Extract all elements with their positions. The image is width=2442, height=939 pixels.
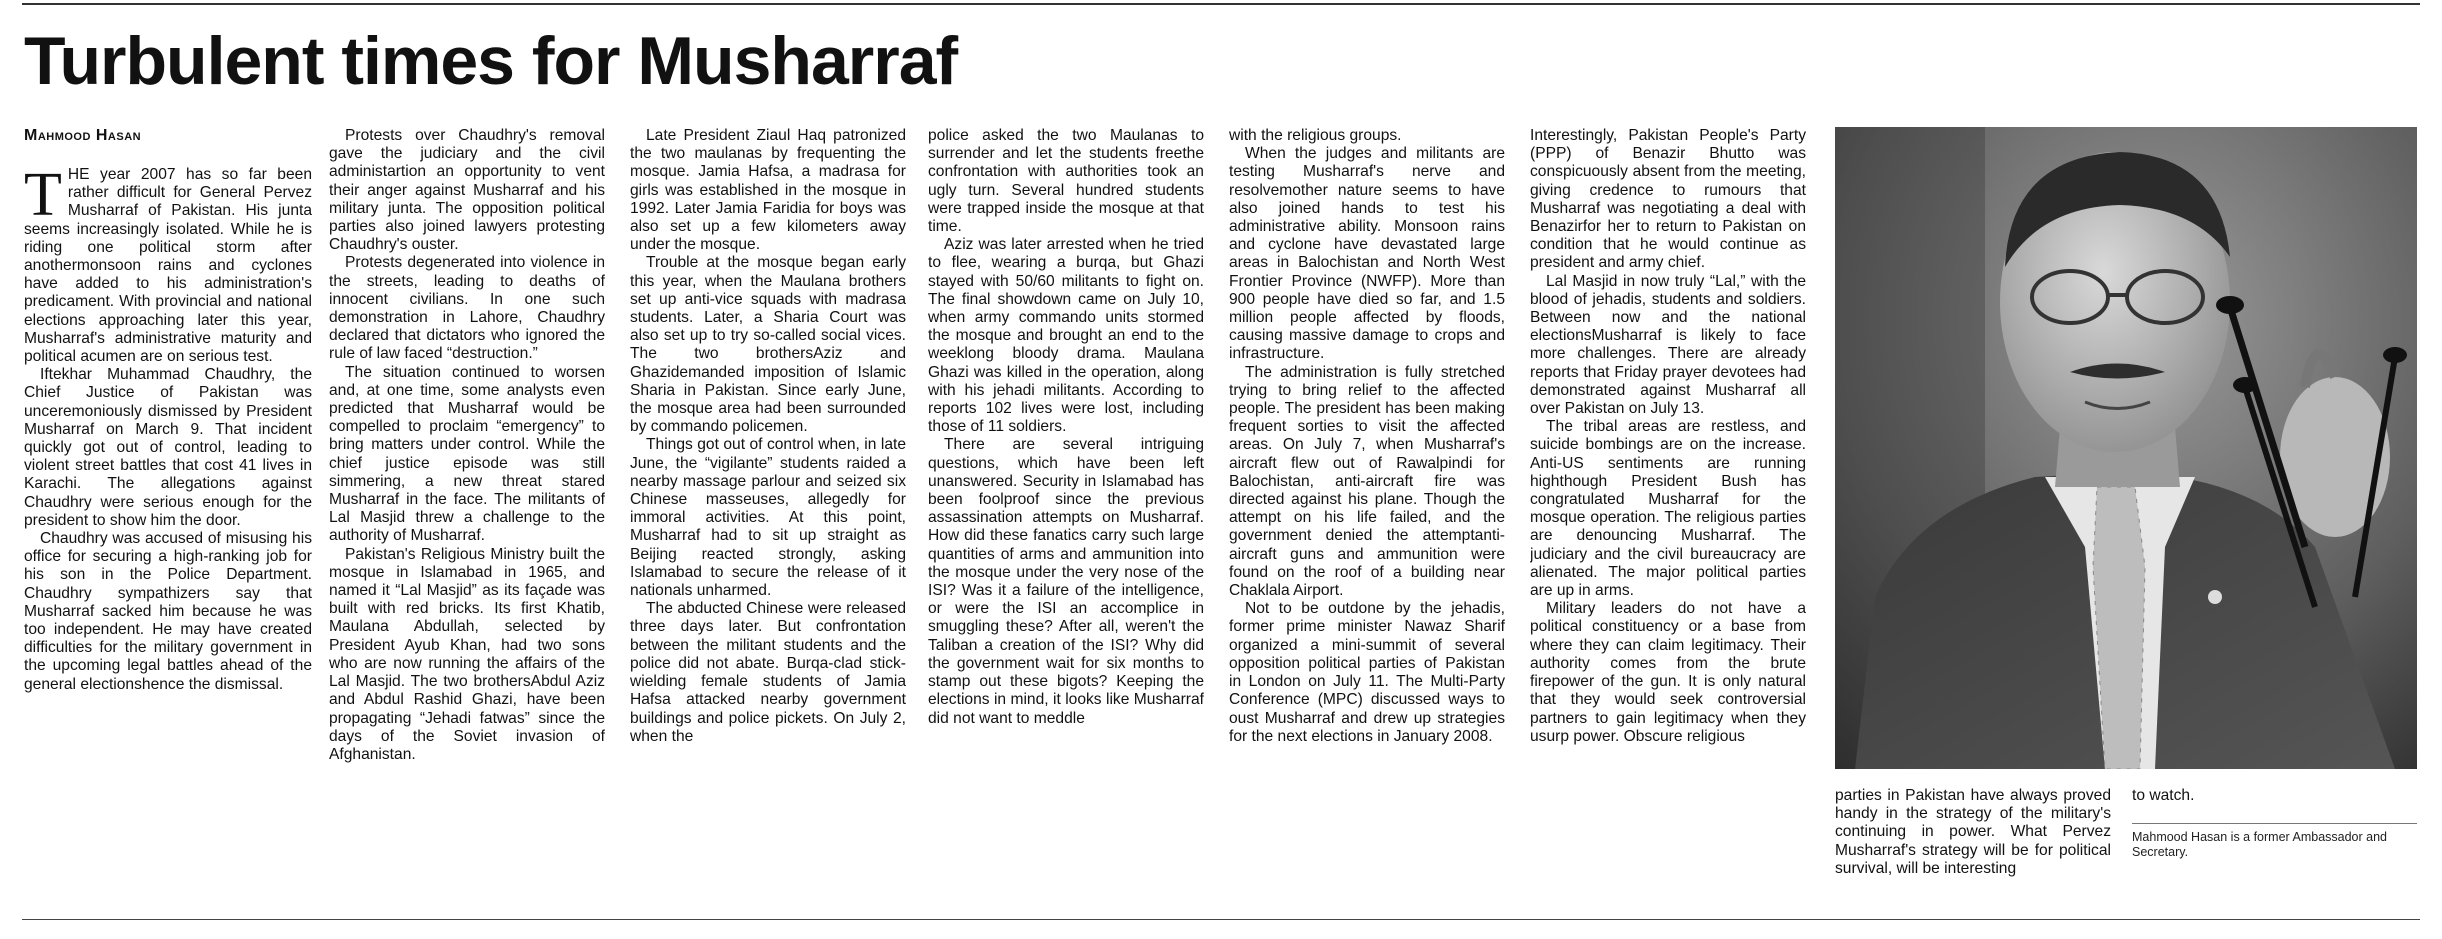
paragraph: Interestingly, Pakistan People's Party (PPP) of Benazir Bhutto was conspicuously absent from the meeting, giving credence to rumours that Musharraf was negotiating a deal with Benazirfor her to return to Pakistan on condition that he would continue as president and army chief. [1530,127,1806,272]
headline: Turbulent times for Musharraf [24,23,958,99]
paragraph: The administration is fully stretched trying to bring relief to the affected people. The president has been making frequent sorties to visit the affected areas. On July 7, when Musharraf's aircraft flew out of Rawalpindi for Balochistan, anti-aircraft fire was directed against his plane. Though the attempt on his life failed, and the government denied the attemptanti-aircraft guns and ammunition were found on the roof of a building near Chaklala Airport. [1229,363,1505,600]
paragraph: The abducted Chinese were released three days later. But confrontation between the militant students and the police did not abate. Burqa-clad stick-wielding female students of Jamia Hafsa attacked nearby government buildings and police pickets. On July 2, when the [630,600,906,745]
paragraph: Chaudhry was accused of misusing his office for securing a high-ranking job for his son in the Police Department. Chaudhry sympathizers say that Musharraf sacked him because he was too independent. He may have created difficulties for the military government in the upcoming legal battles ahead of the general electionshence the dismissal. [24,530,312,693]
article-column-1 [24,166,312,911]
paragraph: Trouble at the mosque began early this year, when the Maulana brothers set up anti-vice squads with madrasa students. Later, a Sharia Court was also set up to try so-called social vices. The two brothersAziz and Ghazidemanded imposition of Islamic Sharia in Pakistan. Since early June, the mosque area had been surrounded by commando policemen. [630,254,906,436]
paragraph: The tribal areas are restless, and suicide bombings are on the increase. Anti-US sentiments are running highthough President Bush has congratulated Musharraf for the mosque operation. The religious parties are denouncing Musharraf. The judiciary and the civil bureaucracy are alienated. The major political parties are up in arms. [1530,418,1806,600]
article-column-4 [928,127,1204,913]
paragraph: Protests degenerated into violence in the streets, leading to deaths of innocent civilians. In one such demonstration in Lahore, Chaudhry declared that dictators who ignored the rule of law faced “destruction.” [329,254,605,363]
closing-text: to watch. [2132,787,2195,804]
paragraph: with the religious groups. [1229,127,1402,144]
paragraph: Lal Masjid in now truly “Lal,” with the blood of jehadis, students and soldiers. Between now and the national electionsMusharraf is likely to face more challenges. There are already reports that Friday prayer devotees had demonstrated against Musharraf all over Pakistan on July 13. [1530,272,1806,418]
paragraph: Military leaders do not have a political constituency or a base from where they can claim legitimacy. Their authority comes from the brute firepower of the gun. It is only natural that they would seek controversial partners to gain legitimacy when they usurp power. Obscure religious [1530,600,1806,745]
paragraph: Aziz was later arrested when he tried to flee, wearing a burqa, but Ghazi stayed with 50/60 militants to fight on. The final showdown came on July 10, when army commando units stormed the mosque and brought an end to the weeklong bloody drama. Maulana Ghazi was killed in the operation, along with his jehadi militants. According to reports 102 lives were lost, including those of 11 soldiers. [928,236,1204,436]
article-column-6 [1530,127,1806,913]
paragraph: Late President Ziaul Haq patronized the two maulanas by frequenting the mosque. Jamia Hafsa, a madrasa for girls was established in the mosque in 1992. Later Jamia Faridia for boys was also set up a few kilometers away under the mosque. [630,127,906,254]
paragraph: parties in Pakistan have always proved handy in the strategy of the military's continuing in power. What Pervez Musharraf's strategy will be for political survival, will be interesting [1835,787,2111,877]
paragraph: There are several intriguing questions, which have been left unanswered. Security in Islamabad has been foolproof since the previous assassination attempts on Musharraf. How did these fanatics carry such large quantities of arms and ammunition into the mosque under the very nose of the ISI? Was it a failure of the intelligence, or were the ISI an accomplice in smuggling these? After all, weren't the Taliban a creation of the ISI? Why did the government wait for six months to stamp out these bigots? Keeping the elections in mind, it looks like Musharraf did not want to meddle [928,436,1204,727]
paragraph: Not to be outdone by the jehadis, former prime minister Nawaz Sharif organized a mini-summit of several opposition political parties of Pakistan in London on July 11. The Multi-Party Conference (MPC) discussed ways to oust Musharraf and drew up strategies for the next elections in January 2008. [1229,600,1505,745]
article-column-3 [630,127,906,913]
paragraph: The situation continued to worsen and, at one time, some analysts even predicted that Musharraf would be compelled to proclaim “emergency” to bring matters under control. While the chief justice episode was still simmering, a new threat stared Musharraf in the face. The militants of Lal Masjid threw a challenge to the authority of Musharraf. [329,363,605,545]
bio-divider [2132,823,2417,824]
drop-cap: T [24,166,62,229]
paragraph: Protests over Chaudhry's removal gave the judiciary and the civil administartion an opportunity to vent their anger against Musharraf and his military junta. The opposition political parties also joined lawyers protesting Chaudhry's ouster. [329,127,605,254]
paragraph: Pakistan's Religious Ministry built the mosque in Islamabad in 1965, and named it “Lal Masjid” as its façade was built with red bricks. Its first Khatib, Maulana Abdullah, selected by President Ayub Khan, had two sons who are now running the affairs of the Lal Masjid. The two brothersAbdul Aziz and Abdul Rashid Ghazi, have been propagating “Jehadi fatwas” since the days of the Soviet invasion of Afghanistan. [329,545,605,763]
top-rule [22,3,2420,5]
portrait-illustration [1835,127,2417,769]
portrait-photo [1835,127,2417,769]
article-column-7 [1835,787,2111,911]
paragraph: police asked the two Maulanas to surrender and let the students freethe confrontation with authorities took an ugly turn. Several hundred students were trapped inside the mosque at that time. [928,127,1204,236]
paragraph-text: HE year 2007 has so far been rather difficult for General Pervez Musharraf of Pakistan. His junta seems increasingly isolated. While he is riding one political storm after anothermonsoon rains and cyclones have added to his administration's predicament. With provincial and national elections approaching later this year, Musharraf's administrative maturity and political acumen are on serious test. [24,166,312,366]
article-column-5 [1229,127,1505,913]
article-column-2 [329,127,605,913]
paragraph [24,166,312,366]
byline: Mahmood Hasan [24,127,142,144]
paragraph: When the judges and militants are testing Musharraf's nerve and resolvemother nature seems to have also joined hands to test his administrative ability. Monsoon rains and cyclone have devastated large areas in Balochistan and North West Frontier Province (NWFP). More than 900 people have died so far, and 1.5 million people affected by floods, causing massive damage to crops and infrastructure. [1229,145,1505,363]
author-bio: Mahmood Hasan is a former Ambassador and Secretary. [2132,830,2387,859]
paragraph: Things got out of control when, in late June, the “vigilante” students raided a nearby massage parlour and seized six Chinese masseuses, allegedly for immoral activities. At this point, Musharraf had to sit up straight as Beijing reacted strongly, asking Islamabad to secure the release of it nationals unharmed. [630,436,906,600]
paragraph: Iftekhar Muhammad Chaudhry, the Chief Justice of Pakistan was unceremoniously dismissed by President Musharraf on March 9. That incident quickly got out of control, leading to violent street battles that cost 41 lives in Karachi. The allegations against Chaudhry were serious enough for the president to show him the door. [24,366,312,529]
bottom-rule [22,919,2420,920]
